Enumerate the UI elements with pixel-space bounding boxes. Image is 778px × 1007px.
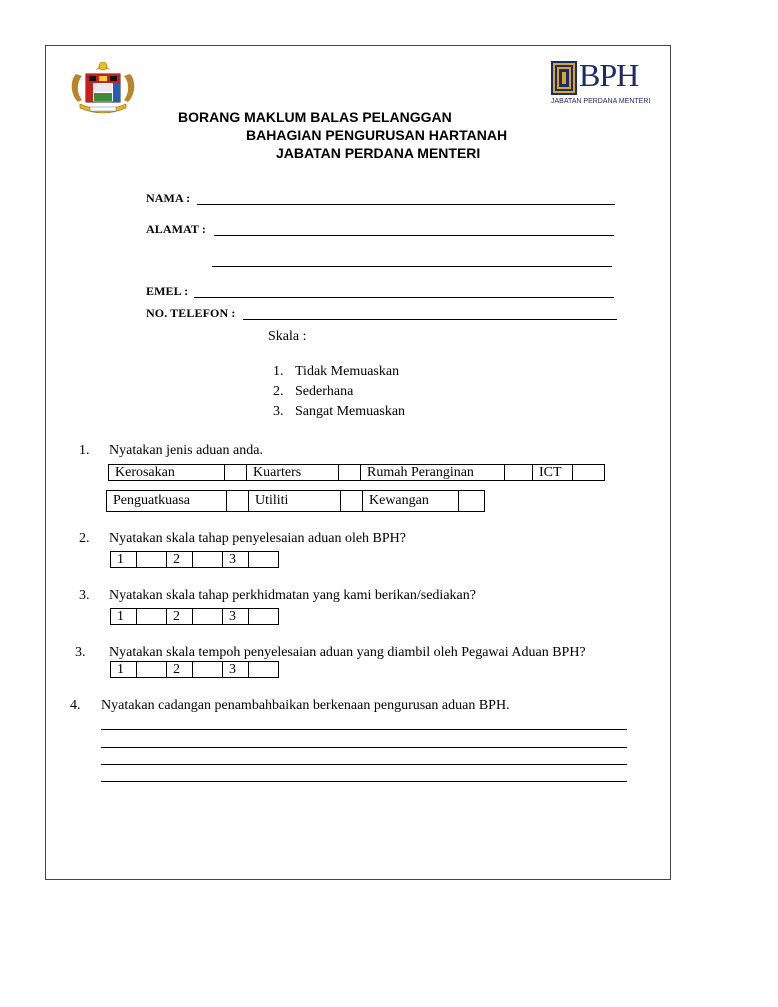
rating-label: 2 [167, 552, 193, 567]
rating-checkbox[interactable] [249, 552, 279, 567]
scale-item-3-number: 3. [273, 404, 284, 419]
bph-logo-text: BPH [579, 57, 639, 93]
rating-label: 1 [111, 552, 137, 567]
telefon-input-line[interactable] [243, 319, 617, 320]
alamat-input-line-2[interactable] [212, 266, 612, 267]
nama-input-line[interactable] [197, 204, 615, 205]
question-1-number: 1. [79, 443, 90, 458]
rating-checkbox[interactable] [249, 609, 279, 624]
complaint-type-label: ICT [533, 465, 573, 480]
form-border [45, 45, 671, 880]
coat-of-arms-logo [66, 60, 140, 118]
complaint-type-label: Penguatkuasa [107, 491, 227, 511]
rating-row-q2 [110, 551, 279, 568]
scale-item-2-number: 2. [273, 384, 284, 399]
rating-checkbox[interactable] [193, 662, 223, 677]
complaint-type-checkbox[interactable] [227, 491, 249, 511]
question-4-number: 3. [75, 645, 86, 660]
suggestion-line-3[interactable] [101, 764, 627, 765]
form-title: BORANG MAKLUM BALAS PELANGGAN [178, 109, 452, 125]
rating-checkbox[interactable] [137, 662, 167, 677]
complaint-type-checkbox[interactable] [341, 491, 363, 511]
complaint-type-label: Kuarters [247, 465, 339, 480]
complaint-type-checkbox[interactable] [505, 465, 533, 480]
complaint-type-label: Kewangan [363, 491, 459, 511]
rating-checkbox[interactable] [193, 609, 223, 624]
question-3-text: Nyatakan skala tahap perkhidmatan yang kami berikan/sediakan? [109, 588, 476, 603]
suggestion-line-4[interactable] [101, 781, 627, 782]
suggestion-line-1[interactable] [101, 729, 627, 730]
ministry-title: JABATAN PERDANA MENTERI [276, 145, 481, 161]
bph-logo [549, 57, 651, 113]
rating-label: 3 [223, 609, 249, 624]
scale-item-2-text: Sederhana [295, 384, 354, 399]
rating-label: 2 [167, 609, 193, 624]
question-1-text: Nyatakan jenis aduan anda. [109, 443, 263, 458]
scale-label: Skala : [268, 329, 307, 344]
complaint-type-row-2 [106, 490, 485, 512]
nama-label: NAMA : [146, 191, 191, 205]
suggestion-line-2[interactable] [101, 747, 627, 748]
rating-checkbox[interactable] [193, 552, 223, 567]
rating-row-q4 [110, 661, 279, 678]
rating-row-q3 [110, 608, 279, 625]
alamat-input-line[interactable] [214, 235, 614, 236]
complaint-type-checkbox[interactable] [573, 465, 605, 480]
department-title: BAHAGIAN PENGURUSAN HARTANAH [246, 127, 508, 143]
rating-checkbox[interactable] [137, 552, 167, 567]
rating-label: 1 [111, 609, 137, 624]
rating-label: 3 [223, 662, 249, 677]
question-5-text: Nyatakan cadangan penambahbaikan berkenaan pengurusan aduan BPH. [101, 698, 510, 713]
emel-input-line[interactable] [194, 297, 614, 298]
scale-item-1-number: 1. [273, 364, 284, 379]
scale-item-1-text: Tidak Memuaskan [295, 364, 400, 379]
rating-label: 2 [167, 662, 193, 677]
emel-label: EMEL : [146, 284, 189, 298]
scale-item-3-text: Sangat Memuaskan [295, 404, 406, 419]
bph-logo-subtext: JABATAN PERDANA MENTERI [551, 98, 651, 105]
question-3-number: 3. [79, 588, 90, 603]
complaint-type-label: Rumah Peranginan [361, 465, 505, 480]
question-5-number: 4. [70, 698, 81, 713]
complaint-type-label: Utiliti [249, 491, 341, 511]
alamat-label: ALAMAT : [146, 222, 207, 236]
complaint-type-label: Kerosakan [109, 465, 225, 480]
rating-checkbox[interactable] [249, 662, 279, 677]
rating-label: 3 [223, 552, 249, 567]
question-2-text: Nyatakan skala tahap penyelesaian aduan oleh BPH? [109, 531, 407, 546]
rating-checkbox[interactable] [137, 609, 167, 624]
rating-label: 1 [111, 662, 137, 677]
bph-emblem-icon [551, 61, 577, 95]
question-2-number: 2. [79, 531, 90, 546]
complaint-type-row-1 [108, 464, 605, 481]
complaint-type-checkbox[interactable] [459, 491, 485, 511]
complaint-type-checkbox[interactable] [339, 465, 361, 480]
complaint-type-checkbox[interactable] [225, 465, 247, 480]
telefon-label: NO. TELEFON : [146, 306, 236, 320]
question-4-text: Nyatakan skala tempoh penyelesaian aduan yang diambil oleh Pegawai Aduan BPH? [109, 645, 586, 660]
